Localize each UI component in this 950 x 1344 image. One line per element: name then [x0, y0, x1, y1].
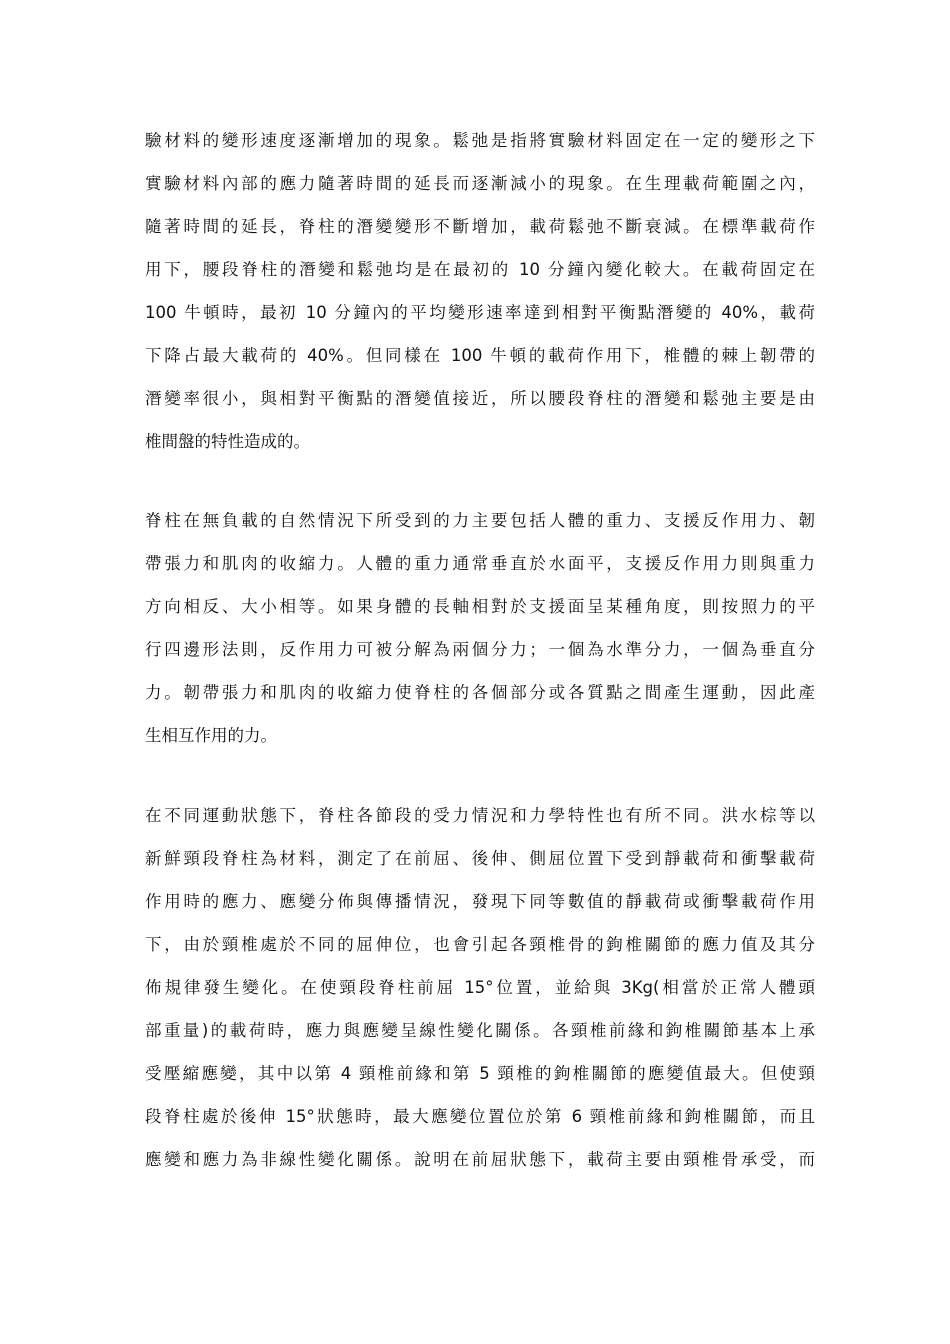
text-line: 應變和應力為非線性變化關係。說明在前屈狀態下，載荷主要由頸椎骨承受，而: [145, 1150, 815, 1169]
paragraph-creep-relaxation: [145, 119, 815, 463]
text-line: 下，由於頸椎處於不同的屈伸位，也會引起各頸椎骨的鉤椎關節的應力值及其分: [145, 935, 815, 954]
text-line: 帶張力和肌肉的收縮力。人體的重力通常垂直於水面平，支援反作用力則與重力: [145, 554, 815, 573]
text-line: 隨著時間的延長，脊柱的潛變變形不斷增加，載荷鬆弛不斷衰減。在標準載荷作: [145, 217, 815, 236]
text-line: 佈規律發生變化。在使頸段脊柱前屈 15°位置，並給與 3Kg(相當於正常人體頭: [145, 978, 815, 997]
text-line: 椎間盤的特性造成的。: [145, 432, 310, 451]
paragraph-cervical-loading: [145, 794, 815, 1181]
text-line: 段脊柱處於後伸 15°狀態時，最大應變位置位於第 6 頸椎前緣和鉤椎關節，而且: [145, 1107, 815, 1126]
text-line: 受壓縮應變，其中以第 4 頸椎前緣和第 5 頸椎的鉤椎關節的應變值最大。但使頸: [145, 1064, 815, 1083]
text-line: 在不同運動狀態下，脊柱各節段的受力情況和力學特性也有所不同。洪水棕等以: [145, 806, 815, 825]
text-line: 下降占最大載荷的 40%。但同樣在 100 牛頓的載荷作用下，椎體的棘上韌帶的: [145, 346, 815, 365]
text-line: 實驗材料內部的應力隨著時間的延長而逐漸減小的現象。在生理載荷範圍之內，: [145, 174, 815, 193]
text-line: 驗材料的變形速度逐漸增加的現象。鬆弛是指將實驗材料固定在一定的變形之下: [145, 131, 815, 150]
text-line: 用下，腰段脊柱的潛變和鬆弛均是在最初的 10 分鐘內變化較大。在載荷固定在: [145, 260, 815, 279]
text-line: 方向相反、大小相等。如果身體的長軸相對於支援面呈某種角度，則按照力的平: [145, 597, 815, 616]
text-line: 行四邊形法則，反作用力可被分解為兩個分力；一個為水準分力，一個為垂直分: [145, 640, 815, 659]
text-line: 脊柱在無負載的自然情況下所受到的力主要包括人體的重力、支援反作用力、韌: [145, 511, 815, 530]
paragraph-forces-on-spine: [145, 499, 815, 757]
text-line: 作用時的應力、應變分佈與傳播情況，發現下同等數值的靜載荷或衝擊載荷作用: [145, 892, 815, 911]
text-line: 生相互作用的力。: [145, 726, 277, 745]
text-line: 部重量)的載荷時，應力與應變呈線性變化關係。各頸椎前緣和鉤椎關節基本上承: [145, 1021, 815, 1040]
text-line: 100 牛頓時，最初 10 分鐘內的平均變形速率達到相對平衡點潛變的 40%，載荷: [145, 303, 815, 322]
text-line: 潛變率很小，與相對平衡點的潛變值接近，所以腰段脊柱的潛變和鬆弛主要是由: [145, 389, 815, 408]
text-line: 力。韌帶張力和肌肉的收縮力使脊柱的各個部分或各質點之間產生運動，因此產: [145, 683, 815, 702]
text-line: 新鮮頸段脊柱為材料，測定了在前屈、後伸、側屈位置下受到靜載荷和衝擊載荷: [145, 849, 815, 868]
